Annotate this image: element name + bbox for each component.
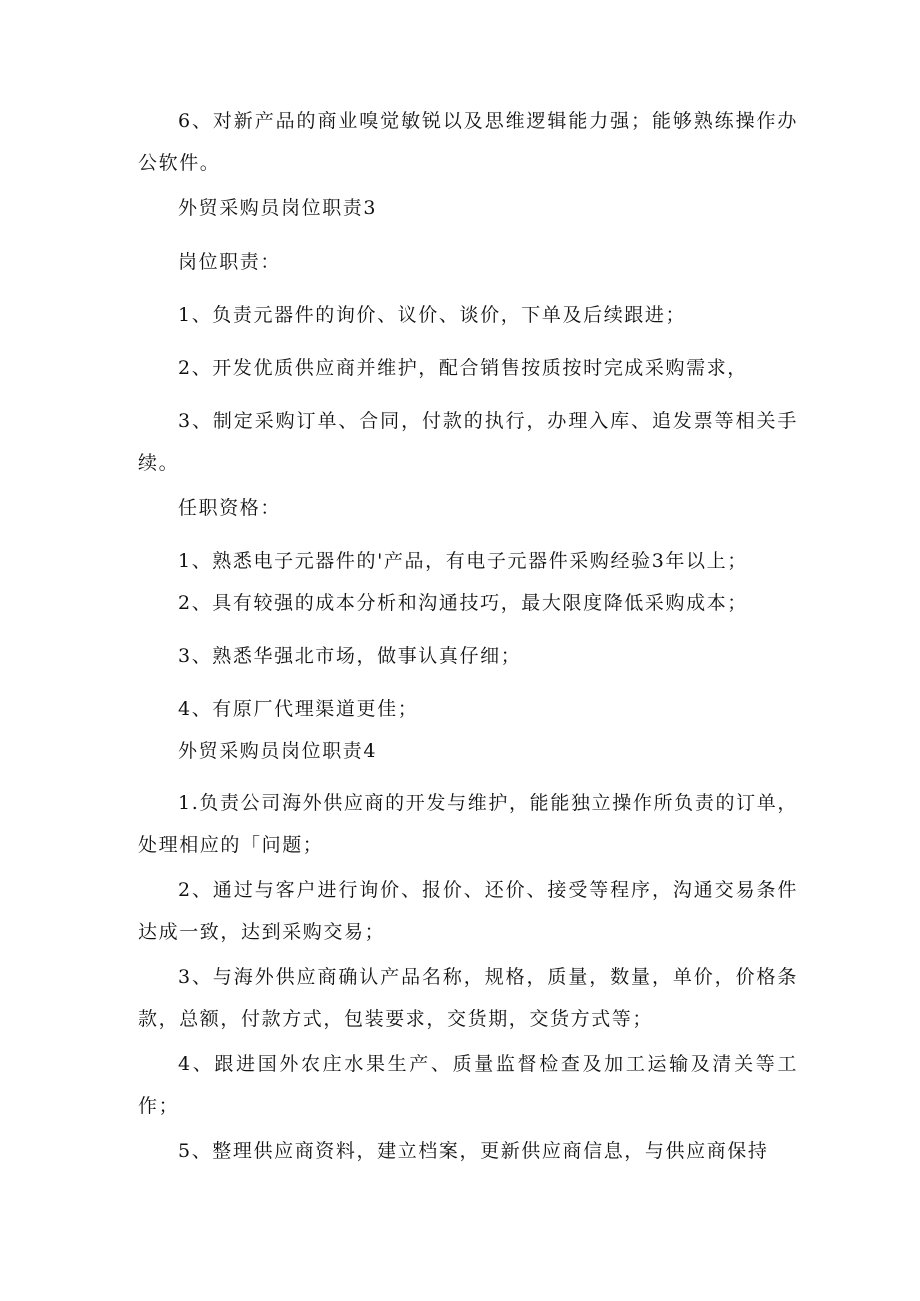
paragraph-item-2: 2、通过与客户进行询价、报价、还价、接受等程序，沟通交易条件达成一致，达到采购交易；	[138, 879, 798, 943]
section-heading-duties-3: 外贸采购员岗位职责3	[178, 197, 378, 219]
section-heading-duties-4: 外贸采购员岗位职责4	[178, 740, 378, 762]
subheading-job-duties: 岗位职责：	[178, 251, 282, 273]
paragraph-qualification-1: 1、熟悉电子元器件的'产品，有电子元器件采购经验3年以上；	[178, 550, 748, 572]
paragraph-requirement-6: 6、对新产品的商业嗅觉敏锐以及思维逻辑能力强；能够熟练操作办公软件。	[138, 110, 798, 174]
paragraph-item-4: 4、跟进国外农庄水果生产、质量监督检查及加工运输及清关等工作；	[138, 1053, 798, 1117]
paragraph-duty-3: 3、制定采购订单、合同，付款的执行，办理入库、追发票等相关手续。	[138, 410, 798, 474]
paragraph-duty-1: 1、负责元器件的询价、议价、谈价，下单及后续跟进；	[178, 304, 687, 326]
paragraph-item-5: 5、整理供应商资料，建立档案，更新供应商信息，与供应商保持	[178, 1140, 769, 1162]
paragraph-qualification-4: 4、有原厂代理渠道更佳；	[178, 698, 419, 720]
paragraph-qualification-2: 2、具有较强的成本分析和沟通技巧，最大限度降低采购成本；	[178, 592, 748, 614]
paragraph-duty-2: 2、开发优质供应商并维护，配合销售按质按时完成采购需求，	[178, 357, 748, 379]
paragraph-qualification-3: 3、熟悉华强北市场，做事认真仔细；	[178, 645, 522, 667]
subheading-qualifications: 任职资格：	[178, 497, 282, 519]
paragraph-item-3: 3、与海外供应商确认产品名称，规格，质量，数量，单价，价格条款，总额，付款方式，包装要求，交货期，交货方式等；	[138, 966, 798, 1030]
paragraph-item-1: 1.负责公司海外供应商的开发与维护，能能独立操作所负责的订单，处理相应的「问题；	[138, 792, 798, 856]
